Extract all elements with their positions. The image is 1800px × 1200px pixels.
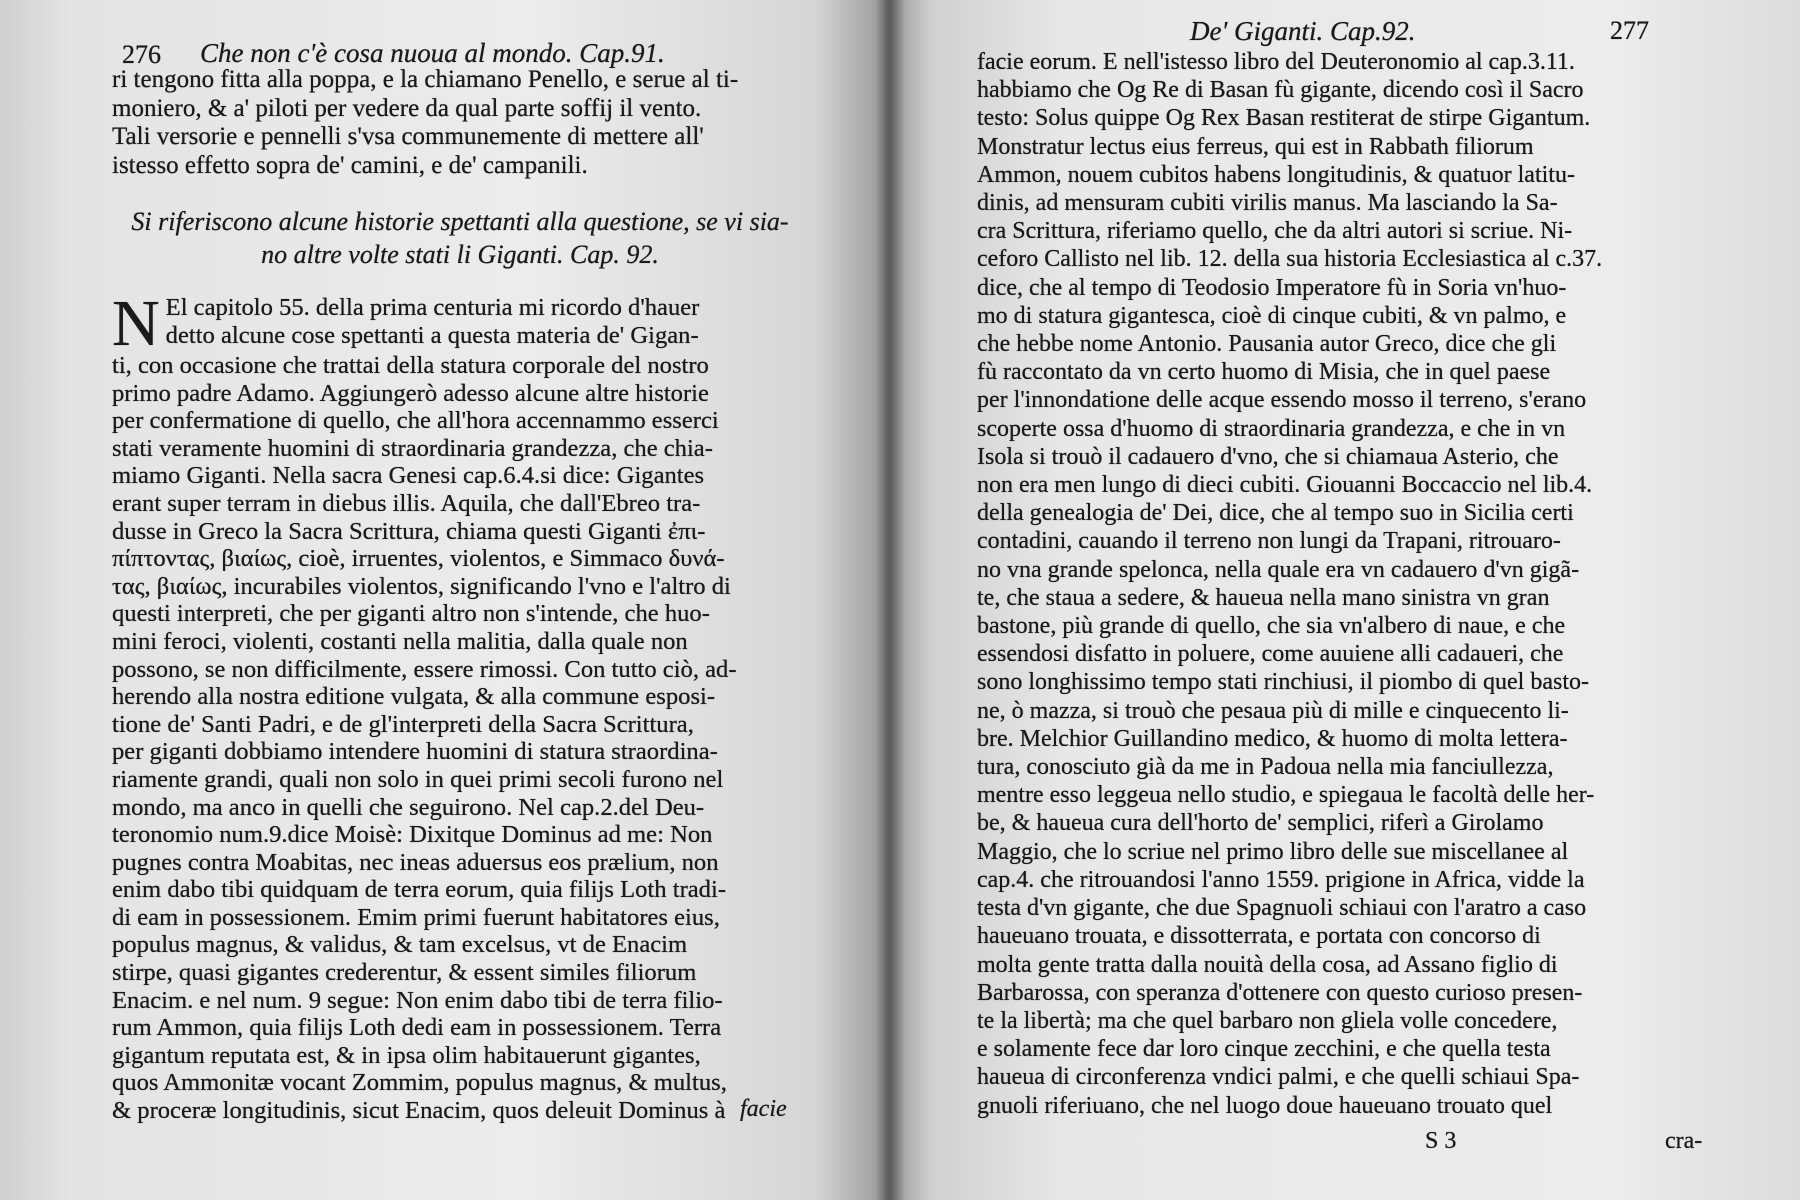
- text-line: scoperte ossa d'huomo di straordinaria grandezza, e che in vn: [977, 415, 1566, 442]
- text-line: cap.4. che ritrouandosi l'anno 1559. prigione in Africa, vidde la: [977, 866, 1585, 893]
- text-line: bre. Melchior Guillandino medico, & huomo di molta lettera-: [977, 725, 1568, 752]
- text-line: stirpe, quasi gigantes crederentur, & essent similes filiorum: [112, 959, 697, 987]
- right-main-text: [977, 48, 1737, 1120]
- catchword-left: facie: [740, 1096, 787, 1122]
- section-title-line: no altre volte stati li Giganti. Cap. 92.: [261, 240, 659, 269]
- text-line: haueua di circonferenza vndici palmi, e che quelli schiaui Spa-: [977, 1064, 1580, 1091]
- text-line: miamo Giganti. Nella sacra Genesi cap.6.4.si dice: Gigantes: [112, 462, 705, 490]
- text-line: El capitolo 55. della prima centuria mi ricordo d'hauer: [165, 294, 700, 321]
- text-line: testo: Solus quippe Og Rex Basan restiterat de stirpe Gigantum.: [977, 105, 1591, 132]
- text-line: ceforo Callisto nel lib. 12. della sua historia Ecclesiastica al c.37.: [977, 246, 1603, 273]
- text-line: testa d'vn gigante, che due Spagnuoli schiaui con l'aratro a caso: [977, 895, 1587, 922]
- text-line: sono longhissimo tempo stati rinchiusi, il piombo di quel basto-: [977, 669, 1589, 696]
- text-line: per giganti dobbiamo intendere huomini di statura straordina-: [112, 738, 718, 766]
- text-line: habbiamo che Og Re di Basan fù gigante, dicendo così il Sacro: [977, 77, 1584, 104]
- text-line: te, che staua a sedere, & haueua nella mano sinistra vn gran: [977, 584, 1550, 611]
- text-line: pugnes contra Moabitas, nec ineas aduersus eos prælium, non: [112, 848, 719, 876]
- text-line: Maggio, che lo scriue nel primo libro delle sue miscellanee al: [977, 838, 1569, 865]
- text-line: dusse in Greco la Sacra Scrittura, chiama questi Giganti ἐπι-: [112, 517, 706, 545]
- text-line: mondo, ma anco in quelli che seguirono. Nel cap.2.del Deu-: [112, 793, 705, 821]
- section-title-line: Si riferiscono alcune historie spettanti alla questione, se vi sia-: [131, 207, 789, 236]
- text-line: per l'innondatione delle acque essendo mosso il terreno, s'erano: [977, 387, 1587, 414]
- text-line: detto alcune cose spettanti a questa materia de' Gigan-: [165, 321, 699, 349]
- text-line: herendo alla nostra editione vulgata, & alla commune esposi-: [112, 683, 716, 711]
- text-line: stati veramente huomini di straordinaria grandezza, che chia-: [112, 434, 713, 462]
- text-line: Barbarossa, con speranza d'ottenere con questo curioso presen-: [977, 979, 1583, 1006]
- text-line: no vna grande spelonca, nella quale era vn cadauero d'vn gigã-: [977, 556, 1580, 583]
- text-line: della genealogia de' Dei, dice, che al tempo suo in Sicilia certi: [977, 500, 1574, 527]
- text-line: mini feroci, violenti, costanti nella malitia, dalla quale non: [112, 627, 688, 655]
- running-head-right: De' Giganti. Cap.92.: [1190, 16, 1416, 46]
- text-line: haueuano trouata, e dissotterrata, e portata con concorso di: [977, 923, 1541, 950]
- text-line: facie eorum. E nell'istesso libro del Deuteronomio al cap.3.11.: [977, 49, 1575, 75]
- text-line: moniero, & a' piloti per vedere da qual parte soffij il vento.: [112, 94, 702, 122]
- signature-mark: S 3: [1425, 1128, 1457, 1154]
- text-line: ti, con occasione che trattai della statura corporale del nostro: [112, 352, 709, 379]
- text-line: populus magnus, & validus, & tam excelsus, vt de Enacim: [112, 931, 688, 959]
- text-line: teronomio num.9.dice Moisè: Dixitque Dominus ad me: Non: [112, 821, 713, 849]
- text-line: Tali versorie e pennelli s'vsa communemente di mettere all': [112, 123, 704, 150]
- text-line: contadini, cauando il terreno non lungi da Trapani, ritrouaro-: [977, 528, 1561, 555]
- text-line: gigantum reputata est, & in ipsa olim habitauerunt gigantes,: [112, 1041, 701, 1069]
- text-line: dinis, ad mensuram cubiti virilis manus. Ma lasciando la Sa-: [977, 190, 1558, 217]
- text-line: erant super terram in diebus illis. Aquila, che dall'Ebreo tra-: [112, 489, 701, 517]
- text-line: essendosi disfatto in poluere, come auuiene alli cadaueri, che: [977, 641, 1564, 668]
- text-line: di eam in possessionem. Emim primi fuerunt habitatores eius,: [112, 903, 720, 931]
- right-page: [885, 0, 1800, 1200]
- running-head-left: Che non c'è cosa nuoua al mondo. Cap.91.: [200, 38, 665, 68]
- section-title: [110, 205, 810, 271]
- left-page: [0, 0, 885, 1200]
- text-line: e solamente fece dar loro cinque zecchini, e che quella testa: [977, 1036, 1551, 1063]
- text-line: ri tengono fitta alla poppa, e la chiamano Penello, e serue al ti-: [112, 66, 739, 93]
- text-line: mentre esso leggeua nello studio, e spiegaua le facoltà delle her-: [977, 782, 1595, 809]
- text-line: te la libertà; ma che quel barbaro non gliela volle concedere,: [977, 1007, 1558, 1034]
- text-line: & proceræ longitudinis, sicut Enacim, quos deleuit Dominus à: [112, 1097, 726, 1125]
- text-line: primo padre Adamo. Aggiungerò adesso alcune altre historie: [112, 379, 709, 407]
- text-line: istesso effetto sopra de' camini, e de' campanili.: [112, 151, 588, 179]
- text-line: quos Ammonitæ vocant Zommim, populus magnus, & multus,: [112, 1069, 727, 1097]
- text-line: bastone, più grande di quello, che sia vn'albero di naue, e che: [977, 613, 1566, 640]
- left-main-text: [112, 287, 812, 1125]
- text-line: Enacim. e nel num. 9 segue: Non enim dabo tibi de terra filio-: [112, 986, 723, 1014]
- text-line: πίπτοντας, βιαίως, cioè, irruentes, violentos, e Simmaco δυνά-: [112, 545, 725, 573]
- text-line: cra Scrittura, riferiamo quello, che da altri autori si scriue. Ni-: [977, 218, 1573, 245]
- text-line: Ammon, nouem cubitos habens longitudinis, & quatuor latitu-: [977, 161, 1575, 188]
- page-number-right: 277: [1610, 16, 1649, 45]
- text-line: tione de' Santi Padri, e de gl'interpreti della Sacra Scrittura,: [112, 710, 694, 738]
- drop-cap: N: [112, 287, 160, 360]
- text-line: molta gente tratta dalla nouità della cosa, ad Assano figlio di: [977, 951, 1558, 978]
- text-line: τας, βιαίως, incurabiles violentos, significando l'vno e l'altro di: [112, 572, 731, 600]
- text-line: be, & haueua cura dell'horto de' semplici, riferì a Girolamo: [977, 810, 1544, 837]
- text-line: rum Ammon, quia filijs Loth dedi eam in possessionem. Terra: [112, 1014, 722, 1042]
- text-line: Monstratur lectus eius ferreus, qui est in Rabbath filiorum: [977, 133, 1534, 160]
- text-line: riamente grandi, quali non solo in quei primi secoli furono nel: [112, 765, 724, 793]
- page-number-left: 276: [122, 40, 161, 69]
- text-line: che hebbe nome Antonio. Pausania autor Greco, dice che gli: [977, 331, 1557, 358]
- text-line: gnuoli riferiuano, che nel luogo doue haueuano trouato quel: [977, 1092, 1553, 1119]
- text-line: dice, che al tempo di Teodosio Imperatore fù in Soria vn'huo-: [977, 274, 1567, 301]
- text-line: questi interpreti, che per giganti altro non s'intende, che huo-: [112, 600, 710, 628]
- text-line: Isola si trouò il cadauero d'vno, che si chiamaua Asterio, che: [977, 443, 1559, 470]
- text-line: ne, ò mazza, si trouò che pesaua più di mille e cinquecento li-: [977, 697, 1569, 724]
- text-line: non era men lungo di dieci cubiti. Giouanni Boccaccio nel lib.4.: [977, 472, 1593, 499]
- text-line: enim dabo tibi quidquam de terra eorum, quia filijs Loth tradi-: [112, 876, 727, 904]
- text-line: fù raccontato da vn certo huomo di Misia, che in quel paese: [977, 359, 1551, 386]
- text-line: mo di statura gigantesca, cioè di cinque cubiti, & vn palmo, e: [977, 302, 1567, 329]
- text-line: tura, conosciuto già da me in Padoua nella mia fanciullezza,: [977, 754, 1554, 781]
- text-line: possono, se non difficilmente, essere rimossi. Con tutto ciò, ad-: [112, 655, 737, 683]
- text-line: per confermatione di quello, che all'hora accennammo esserci: [112, 407, 719, 435]
- catchword-right: cra-: [1665, 1128, 1703, 1154]
- left-top-paragraph: [112, 66, 812, 180]
